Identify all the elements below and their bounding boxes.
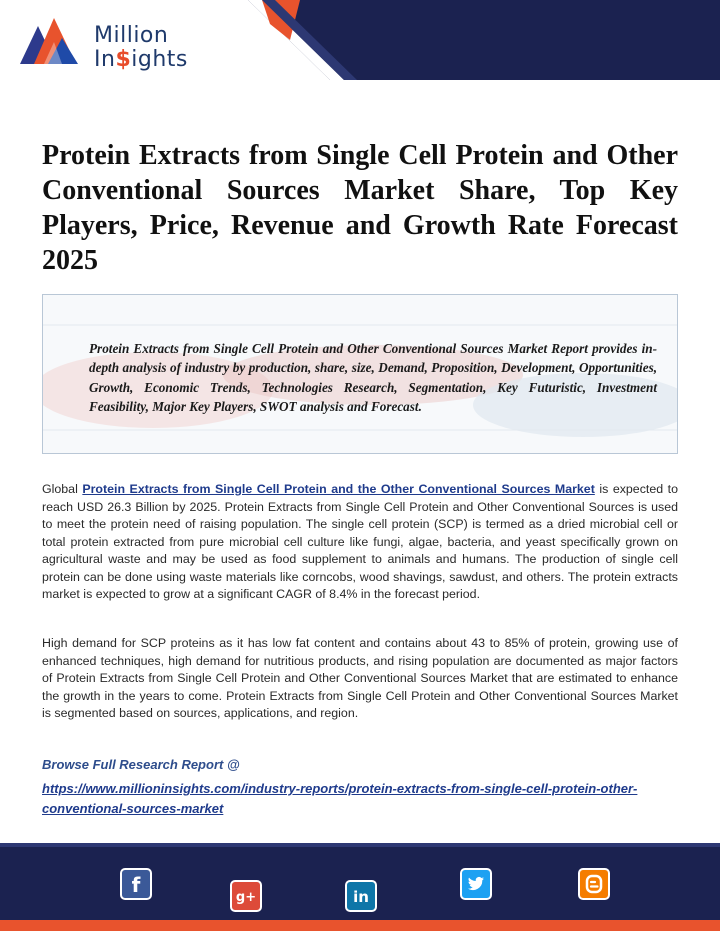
logo-wordmark [94, 24, 188, 72]
logo-line-2 [94, 48, 188, 72]
market-report-link[interactable]: Protein Extracts from Single Cell Protein and the Other Conventional Sources Market [82, 482, 595, 496]
summary-box [42, 294, 678, 454]
facebook-icon [122, 870, 150, 898]
paragraph-1-body: is expected to reach USD 26.3 Billion by 2025. Protein Extracts from Single Cell Protein and Other Conventional Sources is used to meet the protein need of raising population. The single cell protein (SCP) is termed as a dried microbial cell or total protein extracted from pure microbial cell culture like fungi, algae, bacteria, and yeast specifically grown on agricultural waste and may be used as food supplement to animals and humans. The production of single cell protein can be done using waste materials like corncobs, wood shavings, sawdust, and others. The protein extracts market is expected to grow at a significant CAGR of 8.4% in the forecast period. [42, 482, 678, 601]
footer-top-accent [0, 843, 720, 847]
svg-text:f: f [131, 873, 141, 897]
paragraph-2: High demand for SCP proteins as it has low fat content and contains about 43 to 85% of protein, growing use of enhanced techniques, high demand for nutritious products, and rising population are documented as major factors of Protein Extracts from Single Cell Protein and Other Conventional Sources Market that are estimated to enhance the growth in the years to come. Protein Extracts from Single Cell Protein and Other Conventional Sources Market is segmented based on sources, applications, and region. [42, 636, 678, 720]
logo-line-1: Million [94, 23, 169, 48]
blogger-button[interactable] [578, 868, 610, 900]
google-plus-icon [232, 882, 260, 910]
paragraph-1-lead: Global [42, 482, 83, 496]
paragraph-1 [42, 481, 678, 604]
page-footer [0, 843, 720, 931]
summary-text: Protein Extracts from Single Cell Protein and Other Conventional Sources Market Report provides in-depth analysis of industry by production, share, size, Demand, Proposition, Development, Opportunities, Growth, Economic Trends, Technologies Research, Segmentation, Key Futuristic, Investment Feasibility, Major Key Players, SWOT analysis and Forecast. [89, 341, 657, 414]
logo-line-2-post: ights [131, 47, 188, 72]
document-title: Protein Extracts from Single Cell Protein and Other Conventional Sources Market Share, Top Key Players, Price, Revenue and Growth Rate Forecast 2025 [42, 140, 678, 276]
svg-text:in: in [353, 888, 369, 906]
logo-line-2-pre: In [94, 47, 116, 72]
blogger-icon [580, 870, 608, 898]
million-insights-logo[interactable] [18, 10, 238, 70]
google-plus-button[interactable] [230, 880, 262, 912]
facebook-button[interactable] [120, 868, 152, 900]
browse-report-url[interactable]: https://www.millioninsights.com/industry-reports/protein-extracts-from-single-cell-protein-other-conventional-sources-market [42, 781, 638, 816]
page-header [0, 0, 720, 80]
twitter-icon [462, 870, 490, 898]
footer-orange-stripe [0, 920, 720, 931]
browse-report-label: Browse Full Research Report @ [42, 757, 240, 772]
linkedin-icon [347, 882, 375, 910]
twitter-button[interactable] [460, 868, 492, 900]
logo-mountain-icon [18, 12, 84, 68]
svg-text:g+: g+ [235, 890, 257, 905]
logo-dollar-mark: $ [115, 47, 132, 72]
linkedin-button[interactable] [345, 880, 377, 912]
